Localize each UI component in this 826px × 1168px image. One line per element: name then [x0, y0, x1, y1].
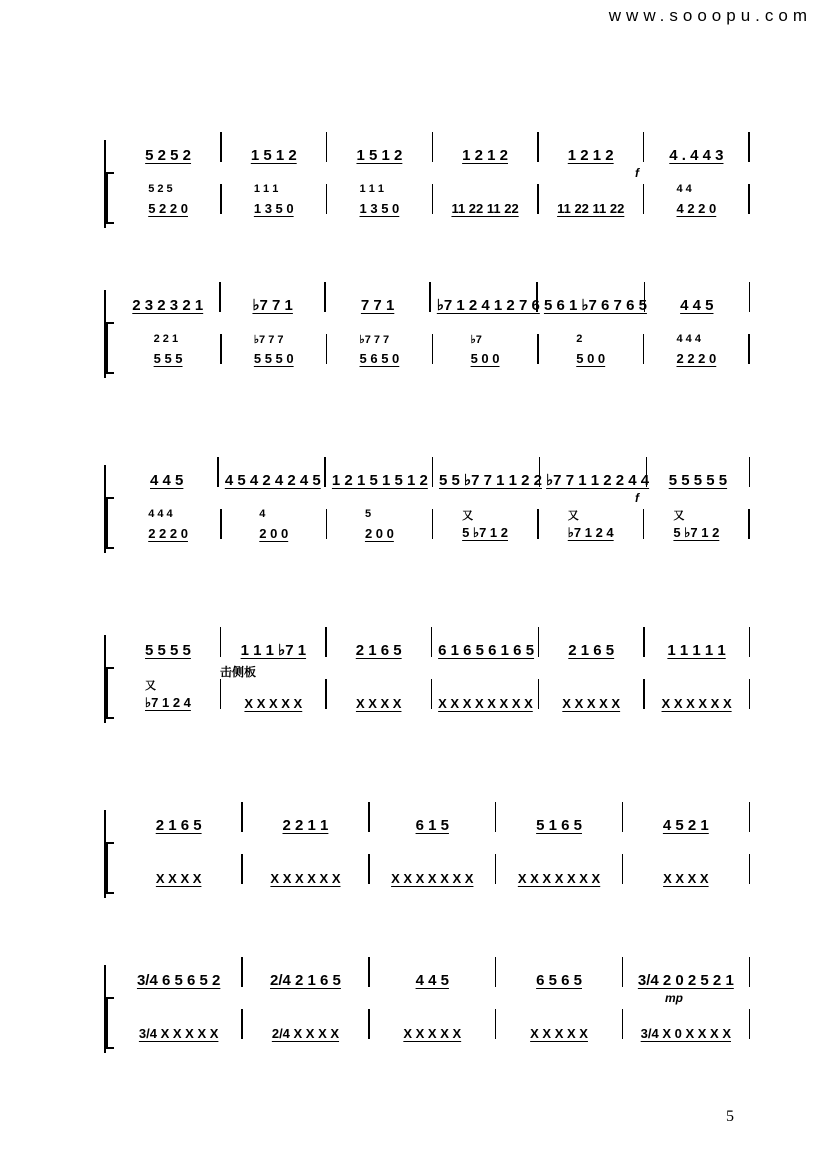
- measure: [222, 130, 326, 164]
- measure: [116, 1007, 241, 1041]
- measure: [116, 800, 241, 834]
- system-bracket: [104, 842, 114, 894]
- measure-notes: 6 5 6 5: [536, 972, 582, 989]
- measure-notes: 2 1 6 5: [355, 642, 402, 659]
- measure: [327, 507, 431, 541]
- measure: [496, 852, 621, 886]
- measure: [540, 455, 650, 489]
- measure-notes: 11 22 11 22: [557, 201, 625, 216]
- measure: [432, 625, 538, 659]
- measure-notes: X X X X X X: [661, 696, 732, 711]
- measure-notes: 2/4 X X X X: [271, 1026, 340, 1041]
- barline: [749, 282, 750, 312]
- measure-notes: 5 5 5 5: [145, 642, 191, 659]
- measure: [539, 677, 643, 711]
- measure: [539, 130, 643, 164]
- measure: [243, 800, 368, 834]
- measure-notes: 5 0 0 ♭7: [470, 334, 500, 366]
- measure: [433, 130, 537, 164]
- upper-voice-notes: ♭7: [470, 334, 482, 346]
- measure: [370, 955, 495, 989]
- measure: [326, 280, 429, 314]
- measure: [243, 955, 368, 989]
- measure-notes: 4 4 5: [680, 297, 714, 314]
- measure-notes: 4 5 4 2 4 2 4 5: [224, 472, 321, 489]
- system-start-barline: [104, 965, 106, 1053]
- system-bracket: [104, 322, 114, 374]
- measure-notes: X X X X X: [403, 1026, 462, 1041]
- measure-notes: 4 . 4 4 3: [669, 147, 724, 164]
- melody-row: [116, 280, 750, 314]
- melody-row: [116, 625, 750, 659]
- measure-notes: X X X X: [355, 696, 402, 711]
- melody-row: [116, 455, 750, 489]
- measure-notes: 7 7 1: [360, 297, 395, 314]
- measure: [221, 677, 325, 711]
- measure-notes: 5 5 5 5 5: [668, 472, 728, 489]
- upper-voice-notes: ♭7 7 7: [359, 334, 390, 346]
- measure-notes: 5 5 5 0 ♭7 7 7: [253, 334, 294, 366]
- system-start-barline: [104, 290, 106, 378]
- measure: [243, 1007, 368, 1041]
- measure-notes: X X X X X X X: [391, 871, 474, 886]
- measure-notes: 5 2 2 0 5 2 5: [148, 183, 188, 216]
- measure-notes: 1 5 1 2: [250, 147, 297, 164]
- measure: [116, 182, 220, 216]
- measure-notes: 5 5 ♭7 7 1 1 2 2: [439, 472, 543, 489]
- measure: [222, 332, 326, 366]
- measure: [623, 1007, 748, 1041]
- measure: [327, 332, 431, 366]
- dynamic-marking: f: [635, 166, 639, 180]
- measure-notes: 5 6 1 ♭7 6 7 6 5: [543, 297, 647, 314]
- measure-notes: 5 5 5 2 2 1: [153, 333, 183, 366]
- measure-notes: X X X X X: [562, 696, 621, 711]
- measure: [623, 800, 748, 834]
- system-bracket: [104, 172, 114, 224]
- system-bracket: [104, 497, 114, 549]
- measure-notes: 6 1 5: [415, 817, 449, 834]
- measure-notes: 1 2 1 5 1 5 1 2: [331, 472, 428, 489]
- measure-notes: ♭7 7 1 1 2 2 4 4: [546, 472, 650, 489]
- measure-notes: 3/4 2 0 2 5 2 1: [637, 972, 734, 989]
- measure-notes: 2 1 6 5: [568, 642, 615, 659]
- site-url: www.sooopu.com: [608, 6, 812, 25]
- upper-voice-notes: ♭7 7 7: [253, 334, 284, 346]
- dynamic-marking: mp: [665, 991, 683, 1005]
- measure-notes: ♭7 7 1: [252, 297, 293, 314]
- measure-notes: 1 1 1 1 1: [667, 642, 726, 659]
- measure: [623, 852, 748, 886]
- measure-notes: 1 5 1 2: [356, 147, 403, 164]
- measure: [433, 332, 537, 366]
- measure-notes: 2/4 2 1 6 5: [270, 972, 341, 989]
- measure: [327, 625, 431, 659]
- measure: [644, 182, 748, 216]
- measure: [116, 130, 220, 164]
- barline: [749, 854, 750, 884]
- measure: [496, 955, 621, 989]
- measure: [116, 852, 241, 886]
- measure: [496, 1007, 621, 1041]
- measure: [647, 455, 748, 489]
- measure: [116, 280, 219, 314]
- melody-row: [116, 800, 750, 834]
- measure-notes: X X X X X: [530, 1026, 588, 1041]
- measure-notes: X X X X X: [244, 696, 303, 711]
- measure-notes: 1 2 1 2: [567, 147, 614, 164]
- measure-notes: 1 1 1 ♭7 1: [240, 642, 307, 659]
- barline: [748, 334, 749, 364]
- measure-notes: 2 1 6 5: [155, 817, 202, 834]
- measure-notes: 6 1 6 5 6 1 6 5: [438, 642, 535, 659]
- measure-notes: X X X X: [663, 871, 709, 886]
- accompaniment-row: [116, 852, 750, 886]
- measure-notes: X X X X X X X X: [438, 696, 533, 711]
- measure: [243, 852, 368, 886]
- instruction-label: 击侧板: [220, 665, 257, 679]
- measure: [539, 332, 643, 366]
- upper-voice-notes: 2: [576, 333, 583, 345]
- upper-voice-notes: 1 1 1: [253, 183, 279, 195]
- barline: [749, 1009, 750, 1039]
- measure-notes: 2 2 2 0 4 4 4: [676, 333, 717, 366]
- system-bracket: [104, 667, 114, 719]
- accompaniment-row: [116, 1007, 750, 1041]
- measure: [327, 130, 431, 164]
- measure: [221, 625, 325, 659]
- upper-voice-notes: 1 1 1: [359, 183, 384, 195]
- measure: [433, 182, 537, 216]
- measure: [326, 455, 432, 489]
- barline: [749, 957, 750, 987]
- system-start-barline: [104, 140, 106, 228]
- measure-notes: X X X X X X: [270, 871, 341, 886]
- measure-notes: 4 4 5: [415, 972, 449, 989]
- upper-voice-notes: 4 4 4: [148, 508, 173, 520]
- upper-voice-notes: 5 2 5: [148, 183, 173, 195]
- measure-notes: 5 ♭7 1 2 又: [462, 525, 508, 541]
- measure: [538, 280, 647, 314]
- measure-notes: 1 3 5 0 1 1 1: [253, 183, 294, 216]
- barline: [749, 802, 750, 832]
- barline: [749, 627, 750, 657]
- upper-voice-notes: 4: [259, 508, 266, 520]
- barline: [748, 132, 749, 162]
- measure-notes: 2 0 0 4: [259, 508, 289, 541]
- system-bracket: [104, 997, 114, 1049]
- staff-system: [100, 800, 750, 900]
- measure: [431, 280, 540, 314]
- measure: [116, 955, 241, 989]
- measure: [539, 625, 643, 659]
- measure-notes: 5 1 6 5: [536, 817, 582, 834]
- measure-notes: ♭7 1 2 4 1 2 7 6: [436, 297, 540, 314]
- melody-row: [116, 955, 750, 989]
- measure: [116, 677, 220, 711]
- measure: [221, 280, 324, 314]
- measure: [496, 800, 621, 834]
- dynamic-marking: f: [635, 491, 639, 505]
- measure-notes: 5 ♭7 1 2 又: [673, 525, 719, 541]
- measure-notes: X X X X X X X: [517, 871, 601, 886]
- measure-notes: X X X X: [155, 871, 202, 886]
- upper-voice-notes: 又: [145, 680, 156, 692]
- accompaniment-row: [116, 677, 750, 711]
- barline: [748, 184, 749, 214]
- staff-system: [100, 625, 750, 725]
- measure: [644, 130, 748, 164]
- page-number: 5: [726, 1108, 734, 1125]
- melody-row: [116, 130, 750, 164]
- measure: [370, 1007, 495, 1041]
- measure-notes: 3/4 6 5 6 5 2: [136, 972, 221, 989]
- measure-notes: 4 5 2 1: [662, 817, 709, 834]
- measure-notes: 1 3 5 0 1 1 1: [359, 183, 400, 216]
- staff-system: [100, 130, 750, 230]
- staff-system: [100, 280, 750, 380]
- measure: [116, 455, 217, 489]
- barline: [748, 509, 749, 539]
- measure: [645, 625, 749, 659]
- measure: [432, 677, 538, 711]
- measure: [644, 507, 748, 541]
- measure: [623, 955, 748, 989]
- measure-notes: 1 2 1 2: [462, 147, 508, 164]
- measure-notes: 2 0 0 5: [364, 508, 394, 541]
- measure: [116, 332, 220, 366]
- upper-voice-notes: 又: [462, 510, 474, 522]
- measure-notes: ♭7 1 2 4 又: [568, 525, 614, 541]
- measure: [645, 280, 748, 314]
- upper-voice-notes: 4 4 4: [676, 333, 701, 345]
- measure: [539, 182, 643, 216]
- measure-notes: 5 2 5 2: [145, 147, 192, 164]
- upper-voice-notes: 2 2 1: [153, 333, 179, 345]
- measure-notes: 3/4 X 0 X X X X: [640, 1026, 731, 1041]
- measure: [219, 455, 325, 489]
- barline: [749, 679, 750, 709]
- measure: [116, 625, 220, 659]
- measure: [116, 507, 220, 541]
- measure-notes: 4 4 5: [150, 472, 184, 489]
- staff-system: [100, 955, 750, 1055]
- measure-notes: 11 22 11 22: [451, 201, 519, 216]
- upper-voice-notes: 4 4: [676, 183, 692, 195]
- measure-notes: ♭7 1 2 4 又: [145, 695, 191, 711]
- measure: [433, 507, 537, 541]
- measure: [327, 677, 431, 711]
- measure-notes: 4 2 2 0 4 4: [676, 183, 717, 216]
- system-start-barline: [104, 465, 106, 553]
- system-start-barline: [104, 635, 106, 723]
- measure: [433, 455, 543, 489]
- measure: [327, 182, 431, 216]
- accompaniment-row: [116, 332, 750, 366]
- staff-system: [100, 455, 750, 555]
- measure: [222, 182, 326, 216]
- measure: [645, 677, 749, 711]
- barline: [749, 457, 750, 487]
- measure-notes: 3/4 X X X X X: [138, 1026, 219, 1041]
- measure-notes: 2 3 2 3 2 1: [132, 297, 204, 314]
- upper-voice-notes: 又: [673, 510, 685, 522]
- measure: [370, 852, 495, 886]
- system-start-barline: [104, 810, 106, 898]
- measure-notes: 2 2 1 1: [282, 817, 329, 834]
- measure-notes: 5 0 0 2: [576, 333, 606, 366]
- measure-notes: 2 2 2 0 4 4 4: [148, 508, 188, 541]
- accompaniment-row: [116, 507, 750, 541]
- upper-voice-notes: 又: [567, 510, 579, 522]
- measure-notes: 5 6 5 0 ♭7 7 7: [359, 334, 400, 366]
- measure: [644, 332, 748, 366]
- measure: [370, 800, 495, 834]
- accompaniment-row: [116, 182, 750, 216]
- measure: [222, 507, 326, 541]
- upper-voice-notes: 5: [364, 508, 372, 520]
- measure: [539, 507, 643, 541]
